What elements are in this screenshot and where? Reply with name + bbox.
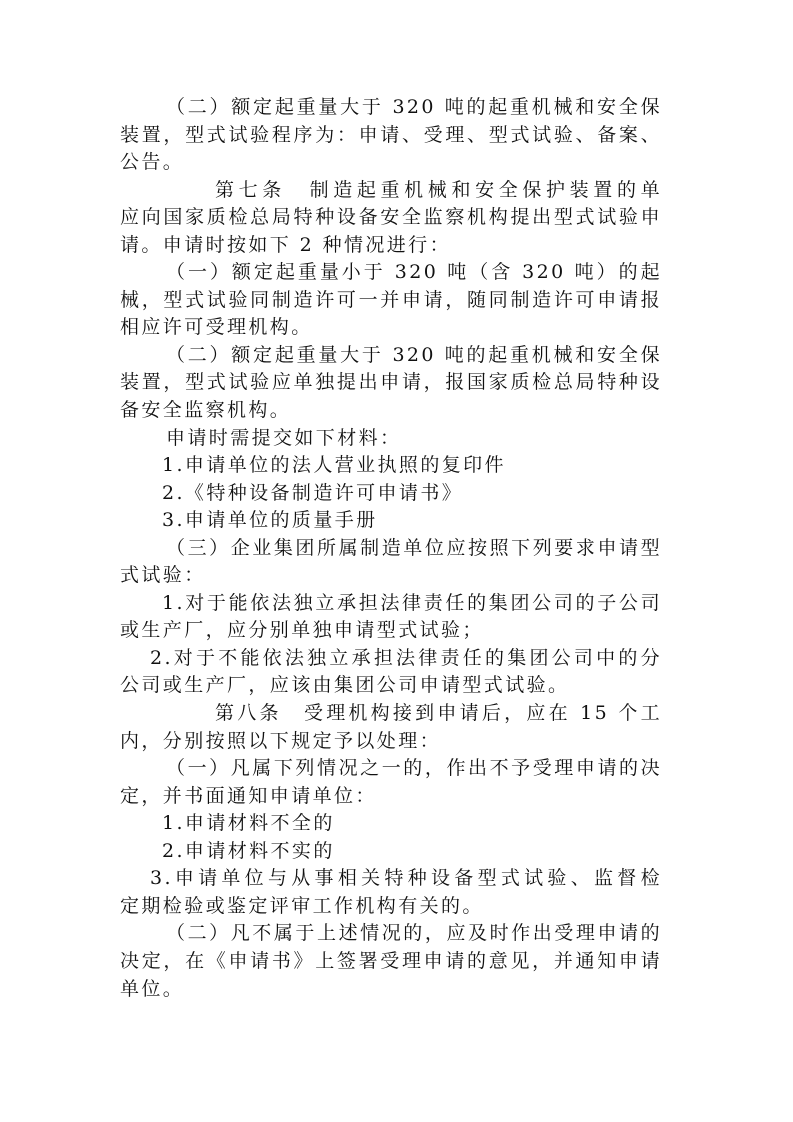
text-line: 请。申请时按如下 2 种情况进行： <box>120 233 451 256</box>
list-item: 2.对于不能依法独立承担法律责任的集团公司中的分 <box>150 646 662 669</box>
text-line: （二）额定起重量大于 320 吨的起重机械和安全保 <box>166 343 662 366</box>
list-item: 1.申请材料不全的 <box>162 812 335 835</box>
list-item: 3.申请单位的质量手册 <box>162 509 378 532</box>
text-line: 公司或生产厂，应该由集团公司申请型式试验。 <box>120 674 570 697</box>
text-line: 装置，型式试验程序为：申请、受理、型式试验、备案、 <box>120 123 662 146</box>
text-line: 定，并书面通知申请单位： <box>120 784 377 807</box>
text-line: （一）额定起重量小于 320 吨（含 320 吨）的起 <box>166 261 662 284</box>
list-item: 1.申请单位的法人营业执照的复印件 <box>162 454 506 477</box>
article-8-heading: 第八条 受理机构接到申请后，应在 15 个工 <box>215 702 662 725</box>
text-line: （一）凡属下列情况之一的，作出不予受理申请的决 <box>166 757 662 780</box>
text-line: 或生产厂，应分别单独申请型式试验； <box>120 619 484 642</box>
text-line: 定期检验或鉴定评审工作机构有关的。 <box>120 894 484 917</box>
list-item: 1.对于能依法独立承担法律责任的集团公司的子公司 <box>162 591 662 614</box>
text-line: 申请时需提交如下材料： <box>166 426 402 449</box>
text-line: （三）企业集团所属制造单位应按照下列要求申请型 <box>166 536 662 559</box>
list-item: 3.申请单位与从事相关特种设备型式试验、监督检 <box>150 867 662 890</box>
text-line: 装置，型式试验应单独提出申请，报国家质检总局特种设 <box>120 371 662 394</box>
list-item: 2.申请材料不实的 <box>162 839 335 862</box>
text-line: （二）凡不属于上述情况的，应及时作出受理申请的 <box>166 922 662 945</box>
text-line: 械，型式试验同制造许可一并申请，随同制造许可申请报 <box>120 288 662 311</box>
text-line: （二）额定起重量大于 320 吨的起重机械和安全保 <box>166 96 662 118</box>
document-page <box>120 94 662 1003</box>
text-line: 备安全监察机构。 <box>120 399 292 422</box>
list-item: 2.《特种设备制造许可申请书》 <box>162 481 464 504</box>
text-line: 相应许可受理机构。 <box>120 316 313 339</box>
text-line: 单位。 <box>120 977 185 1000</box>
article-7-heading: 第七条 制造起重机械和安全保护装置的单 <box>215 178 662 201</box>
text-line: 式试验： <box>120 564 206 587</box>
text-line: 决定，在《申请书》上签署受理申请的意见，并通知申请 <box>120 949 662 972</box>
text-line: 公告。 <box>120 151 185 174</box>
text-line: 应向国家质检总局特种设备安全监察机构提出型式试验申 <box>120 206 662 229</box>
text-line: 内，分别按照以下规定予以处理： <box>120 729 442 752</box>
